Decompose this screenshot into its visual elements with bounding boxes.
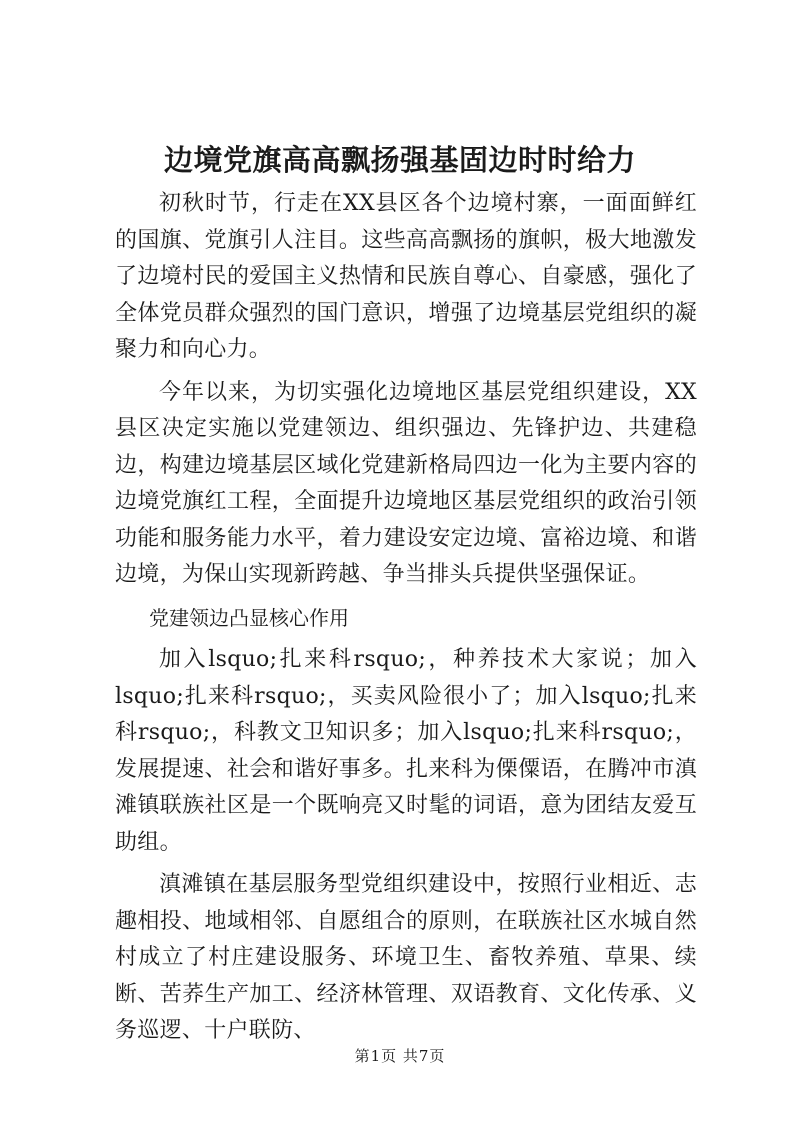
paragraph-initiative: 今年以来，为切实强化边境地区基层党组织建设，XX县区决定实施以党建领边、组织强边、先锋护边、共建稳边，构建边境基层区域化党建新格局四边一化为主要内容的边境党旗红工程，全面提升边境地区基层党组织的政治引领功能和服务能力水平，着力建设安定边境、富裕边境、和谐边境，为保山实现新跨越、争当排头兵提供坚强保证。 xyxy=(115,379,697,587)
paragraph-diantan: 滇滩镇在基层服务型党组织建设中，按照行业相近、志趣相投、地域相邻、自愿组合的原则，在联族社区水城自然村成立了村庄建设服务、环境卫生、畜牧养殖、草果、续断、苦荞生产加工、经济林管理、双语教育、文化传承、义务巡逻、十户联防、 xyxy=(115,872,697,1043)
page-number-footer: 第1页 共7页 xyxy=(354,1047,446,1065)
paragraph-intro: 初秋时节，行走在XX县区各个边境村寨，一面面鲜红的国旗、党旗引人注目。这些高高飘扬的旗帜，极大地激发了边境村民的爱国主义热情和民族自尊心、自豪感，强化了全体党员群众强烈的国门意识，增强了边境基层党组织的凝聚力和向心力。 xyxy=(115,191,697,362)
document-title: 边境党旗高高飘扬强基固边时时给力 xyxy=(163,143,636,177)
document-body xyxy=(115,186,697,1056)
paragraph-zhalaike: 加入lsquo;扎来科rsquo;，种养技术大家说；加入lsquo;扎来科rsquo;，买卖风险很小了；加入lsquo;扎来科rsquo;，科教文卫知识多；加入lsquo;扎来科rsquo;，发展提速、社会和谐好事多。扎来科为傈僳语，在腾冲市滇滩镇联族社区是一个既响亮又时髦的词语，意为团结友爱互助组。 xyxy=(115,647,697,855)
section-heading: 党建领边凸显核心作用 xyxy=(149,605,349,630)
